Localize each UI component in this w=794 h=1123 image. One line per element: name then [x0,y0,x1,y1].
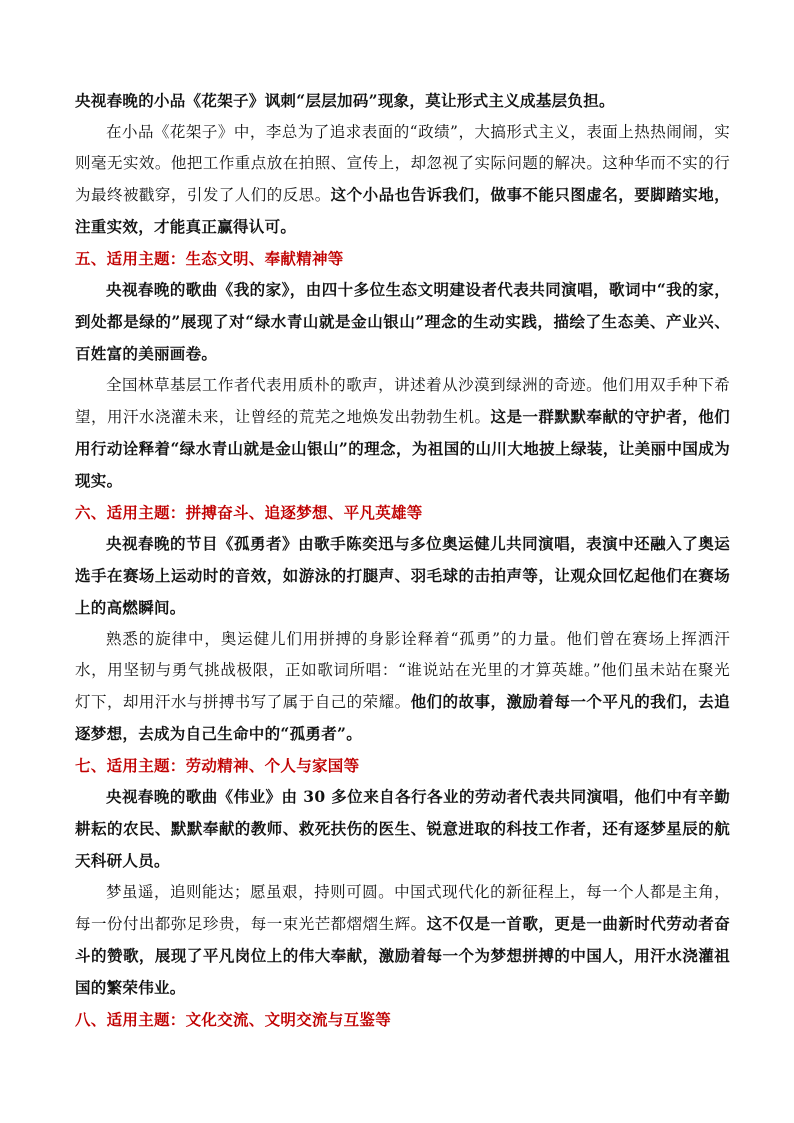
para-7-text: 央视春晚的歌曲《伟业》由 30 多位来自各行各业的劳动者代表共同演唱，他们中有辛勤耕耘的农民、默默奉献的教师、救死扶伤的医生、锐意进取的科技工作者，还有逐梦星辰的航天科研人员。 [75,787,730,870]
para-8-text: 梦虽遥，追则能达；愿虽艰，持则可圆。中国式现代化的新征程上，每一个人都是主角，每一份付出都弥足珍贵，每一束光芒都熠熠生辉。 [75,883,730,933]
paragraph-5 [75,528,730,624]
para-6-text: 熟悉的旋律中，奥运健儿们用拼搏的身影诠释着“孤勇”的力量。他们曾在赛场上挥洒汗水，用坚韧与勇气挑战极限，正如歌词所唱：“谁说站在光里的才算英雄。”他们虽未站在聚光灯下，却用汗水与拼搏书写了属于自己的荣耀。 [75,630,730,711]
para-2-text: 在小品《花架子》中，李总为了追求表面的“政绩”，大搞形式主义，表面上热热闹闹，实则毫无实效。他把工作重点放在拍照、宣传上，却忽视了实际问题的解决。这种华而不实的行为最终被戳穿，引发了人们的反思。 [75,123,730,204]
section-heading-8: 八、适用主题：文化交流、文明交流与互鉴等 [75,1010,392,1029]
paragraph-1 [75,85,730,117]
para-1-text: 央视春晚的小品《花架子》讽刺“层层加码”现象，莫让形式主义成基层负担。 [75,91,615,110]
paragraph-7 [75,781,730,877]
para-3-text: 央视春晚的歌曲《我的家》，由四十多位生态文明建设者代表共同演唱，歌词中“我的家，到处都是绿的”展现了对“绿水青山就是金山银山”理念的生动实践，描绘了生态美、产业兴、百姓富的美丽画卷。 [75,280,730,363]
para-5-text: 央视春晚的节目《孤勇者》由歌手陈奕迅与多位奥运健儿共同演唱，表演中还融入了奥运选手在赛场上运动时的音效，如游泳的打腿声、羽毛球的击拍声等，让观众回忆起他们在赛场上的高燃瞬间。 [75,534,730,617]
paragraph-3 [75,274,730,370]
document-page [75,85,730,1035]
paragraph-8 [75,877,730,1004]
section-heading-7: 七、适用主题：劳动精神、个人与家国等 [75,756,360,775]
para-6-bold-text: 他们的故事，激励着每一个平凡的我们，去追逐梦想，去成为自己生命中的“孤勇者”。 [75,692,730,743]
section-heading-5: 五、适用主题：生态文明、奉献精神等 [75,249,344,268]
para-4-bold-text: 这是一群默默奉献的守护者，他们用行动诠释着“绿水青山就是金山银山”的理念，为祖国的山川大地披上绿装，让美丽中国成为现实。 [75,407,730,490]
paragraph-2 [75,117,730,243]
para-8-bold-text: 这不仅是一首歌，更是一曲新时代劳动者奋斗的赞歌，展现了平凡岗位上的伟大奉献，激励着每一个为梦想拼搏的中国人，用汗水浇灌祖国的繁荣伟业。 [75,914,730,997]
paragraph-6 [75,624,730,750]
section-heading-6: 六、适用主题：拼搏奋斗、追逐梦想、平凡英雄等 [75,503,423,522]
para-2-bold-text: 这个小品也告诉我们，做事不能只图虚名，要脚踏实地，注重实效，才能真正赢得认可。 [75,185,730,236]
para-4-text: 全国林草基层工作者代表用质朴的歌声，讲述着从沙漠到绿洲的奇迹。他们用双手种下希望，用汗水浇灌未来，让曾经的荒芜之地焕发出勃勃生机。 [75,376,730,426]
paragraph-4 [75,370,730,497]
